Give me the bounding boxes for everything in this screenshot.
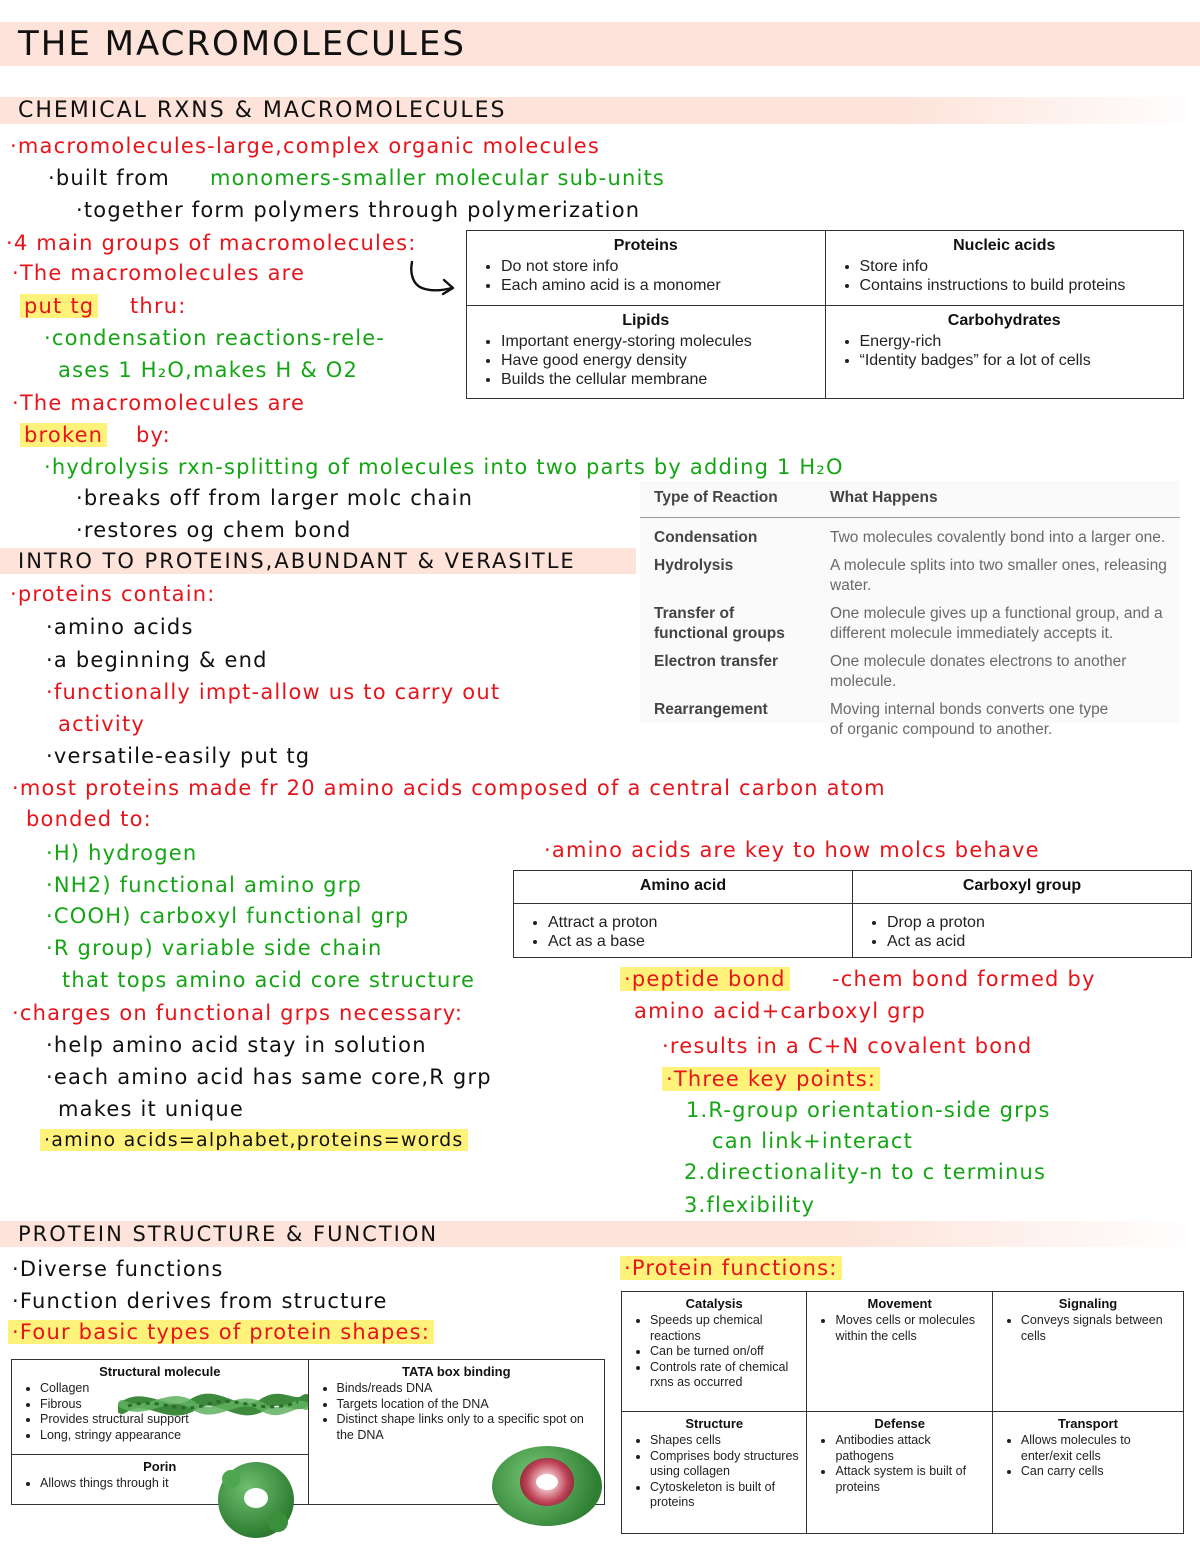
list-item: • Allows molecules to enter/exit cells: [1021, 1433, 1177, 1464]
note-unique: makes it unique: [58, 1097, 245, 1121]
note-beginning-end: ·a beginning & end: [46, 648, 268, 672]
list-item: • Each amino acid is a monomer: [501, 276, 817, 295]
arrow-icon: [406, 258, 460, 300]
note-four-groups: ·4 main groups of macromolecules:: [6, 231, 417, 255]
note-nh2: ·NH2) functional amino grp: [46, 873, 363, 897]
note-proteins-contain: ·proteins contain:: [10, 582, 216, 606]
note-directionality: 2.directionality-n to c terminus: [684, 1160, 1047, 1184]
note-chem-bond-formed: -chem bond formed by: [832, 967, 1096, 991]
list-item: • “Identity badges” for a lot of cells: [860, 351, 1176, 370]
note-amino-plus-carboxyl: amino acid+carboxyl grp: [634, 999, 927, 1023]
note-broken: ·The macromolecules are: [12, 391, 306, 415]
section-heading-chemical-rxns: CHEMICAL RXNS & MACROMOLECULES: [0, 97, 1200, 124]
list-item: • Builds the cellular membrane: [501, 370, 817, 389]
note-cn-bond: ·results in a C+N covalent bond: [662, 1034, 1033, 1058]
list-item: • Long, stringy appearance: [40, 1428, 302, 1444]
note-hydrolysis: ·hydrolysis rxn-splitting of molecules into two parts by adding 1 H₂O: [44, 455, 844, 479]
tata-protein-image: [492, 1436, 602, 1526]
shape-title: TATA box binding: [401, 1364, 511, 1379]
list-item: • Attract a proton: [548, 913, 844, 932]
note-hydrogen: ·H) hydrogen: [46, 841, 198, 865]
list-item: • Moves cells or molecules within the cells: [835, 1313, 985, 1344]
list-item: • Conveys signals between cells: [1021, 1313, 1177, 1344]
note-breaks-off: ·breaks off from larger molc chain: [76, 486, 474, 510]
note-thru: thru:: [130, 294, 187, 318]
group-cell-proteins: [467, 231, 826, 306]
list-item: • Can be turned on/off: [650, 1344, 800, 1360]
note-activity: activity: [58, 712, 146, 736]
list-item: • Attack system is built of proteins: [835, 1464, 985, 1495]
note-broken-highlight: broken: [20, 425, 107, 446]
function-title: Transport: [1057, 1416, 1118, 1431]
column-header: Amino acid: [514, 871, 853, 904]
table-row: Condensation Two molecules covalently bond into a larger one.: [654, 529, 1166, 546]
list-item: • Shapes cells: [650, 1433, 800, 1449]
note-diverse-functions: ·Diverse functions: [12, 1257, 224, 1281]
shape-title: Structural molecule: [99, 1364, 221, 1379]
note-monomers: monomers-smaller molecular sub-units: [210, 166, 666, 190]
note-key-to-behavior: ·amino acids are key to how molcs behave: [544, 838, 1040, 862]
porin-image: [218, 1462, 294, 1538]
note-flexibility: 3.flexibility: [684, 1193, 816, 1217]
group-title: Lipids: [622, 312, 670, 329]
function-title: Catalysis: [685, 1296, 743, 1311]
note-versatile: ·versatile-easily put tg: [46, 744, 311, 768]
list-item: • Do not store info: [501, 257, 817, 276]
list-item: • Targets location of the DNA: [337, 1397, 599, 1413]
list-item: • Store info: [860, 257, 1176, 276]
function-title: Structure: [685, 1416, 744, 1431]
group-cell-carbohydrates: [825, 306, 1184, 399]
note-link-interact: can link+interact: [712, 1129, 914, 1153]
function-cell-structure: [622, 1412, 807, 1534]
carboxyl-group-cell: [853, 904, 1192, 958]
group-cell-lipids: [467, 306, 826, 399]
list-item: • Act as a base: [548, 932, 844, 951]
collagen-image: [118, 1382, 308, 1426]
table-row: Hydrolysis A molecule splits into two smaller ones, releasing water.: [654, 557, 1167, 594]
list-item: • Controls rate of chemical rxns as occurred: [650, 1360, 800, 1391]
note-three-key-points: ·Three key points:: [662, 1069, 880, 1090]
function-title: Movement: [867, 1296, 932, 1311]
list-item: • Can carry cells: [1021, 1464, 1177, 1480]
note-tops-core: that tops amino acid core structure: [62, 968, 476, 992]
list-item: • Allows things through it: [40, 1476, 302, 1492]
list-item: • Cytoskeleton is built of proteins: [650, 1480, 800, 1511]
list-item: • Have good energy density: [501, 351, 817, 370]
section-heading-structure-function: PROTEIN STRUCTURE & FUNCTION: [0, 1221, 1200, 1247]
list-item: • Distinct shape links only to a specific spot on the DNA: [337, 1412, 599, 1443]
note-alphabet-highlight: ·amino acids=alphabet,proteins=words: [40, 1131, 468, 1150]
note-functionally-impt: ·functionally impt-allow us to carry out: [46, 680, 501, 704]
protein-functions-table: [621, 1291, 1184, 1534]
group-cell-nucleic-acids: [825, 231, 1184, 306]
macromolecule-groups-table: [466, 230, 1184, 399]
note-macromolecules-def: ·macromolecules-large,complex organic molecules: [10, 134, 601, 158]
table-row: Electron transfer One molecule donates electrons to another molecule.: [654, 653, 1127, 690]
column-header: Carboxyl group: [853, 871, 1192, 904]
note-stay-in-solution: ·help amino acid stay in solution: [46, 1033, 427, 1057]
table-row: Transfer of functional groups One molecule gives up a functional group, and a different molecule immediately accepts it.: [654, 605, 1163, 642]
list-item: • Act as acid: [887, 932, 1183, 951]
list-item: • Provides structural support: [40, 1412, 302, 1428]
note-r-group-orientation: 1.R-group orientation-side grps: [686, 1098, 1051, 1122]
list-item: • Contains instructions to build proteins: [860, 276, 1176, 295]
note-four-shapes-highlight: ·Four basic types of protein shapes:: [8, 1322, 434, 1343]
function-title: Signaling: [1058, 1296, 1118, 1311]
shape-title: Porin: [143, 1459, 177, 1474]
note-same-core: ·each amino acid has same core,R grp: [46, 1065, 492, 1089]
amino-acid-cell: [514, 904, 853, 958]
column-header: Type of Reaction: [640, 481, 816, 518]
group-title: Proteins: [613, 237, 678, 254]
function-cell-defense: [807, 1412, 992, 1534]
note-peptide-bond-highlight: ·peptide bond: [620, 969, 790, 990]
function-cell-signaling: [992, 1292, 1183, 1412]
note-condensation: ·condensation reactions-rele-: [44, 326, 386, 350]
note-protein-functions-highlight: ·Protein functions:: [620, 1258, 842, 1279]
note-restores: ·restores og chem bond: [76, 518, 352, 542]
function-cell-movement: [807, 1292, 992, 1412]
note-releases-water: ases 1 H₂O,makes H & O2: [58, 358, 359, 382]
group-title: Carbohydrates: [947, 312, 1061, 329]
list-item: • Fibrous: [40, 1397, 302, 1413]
note-built-from: ·built from: [48, 166, 170, 190]
note-by: by:: [136, 423, 171, 447]
note-put-together: ·The macromolecules are: [12, 261, 306, 285]
reaction-types-table: [640, 481, 1180, 738]
note-bonded-to: bonded to:: [26, 807, 152, 831]
note-polymerization: ·together form polymers through polymerization: [76, 198, 641, 222]
column-header: What Happens: [816, 481, 1180, 518]
section-heading-intro-proteins: INTRO TO PROTEINS,ABUNDANT & VERASITLE: [0, 548, 636, 574]
function-title: Defense: [874, 1416, 925, 1431]
note-twenty-amino-acids: ·most proteins made fr 20 amino acids composed of a central carbon atom: [12, 776, 886, 800]
note-r-group: ·R group) variable side chain: [46, 936, 383, 960]
list-item: • Collagen: [40, 1381, 302, 1397]
list-item: • Important energy-storing molecules: [501, 332, 817, 351]
note-charges: ·charges on functional grps necessary:: [12, 1001, 464, 1025]
amino-carboxyl-table: [513, 870, 1192, 958]
function-cell-catalysis: [622, 1292, 807, 1412]
table-row: Rearrangement Moving internal bonds converts one type of organic compound to another.: [654, 701, 1109, 738]
note-cooh: ·COOH) carboxyl functional grp: [46, 904, 410, 928]
list-item: • Energy-rich: [860, 332, 1176, 351]
list-item: • Binds/reads DNA: [337, 1381, 599, 1397]
note-amino-acids: ·amino acids: [46, 615, 194, 639]
list-item: • Speeds up chemical reactions: [650, 1313, 800, 1344]
list-item: • Drop a proton: [887, 913, 1183, 932]
group-title: Nucleic acids: [953, 237, 1056, 254]
function-cell-transport: [992, 1412, 1183, 1534]
page-title: THE MACROMOLECULES: [0, 22, 1200, 66]
list-item: • Comprises body structures using collagen: [650, 1449, 800, 1480]
note-function-structure: ·Function derives from structure: [12, 1289, 388, 1313]
list-item: • Antibodies attack pathogens: [835, 1433, 985, 1464]
note-put-tg-highlight: put tg: [20, 296, 98, 317]
